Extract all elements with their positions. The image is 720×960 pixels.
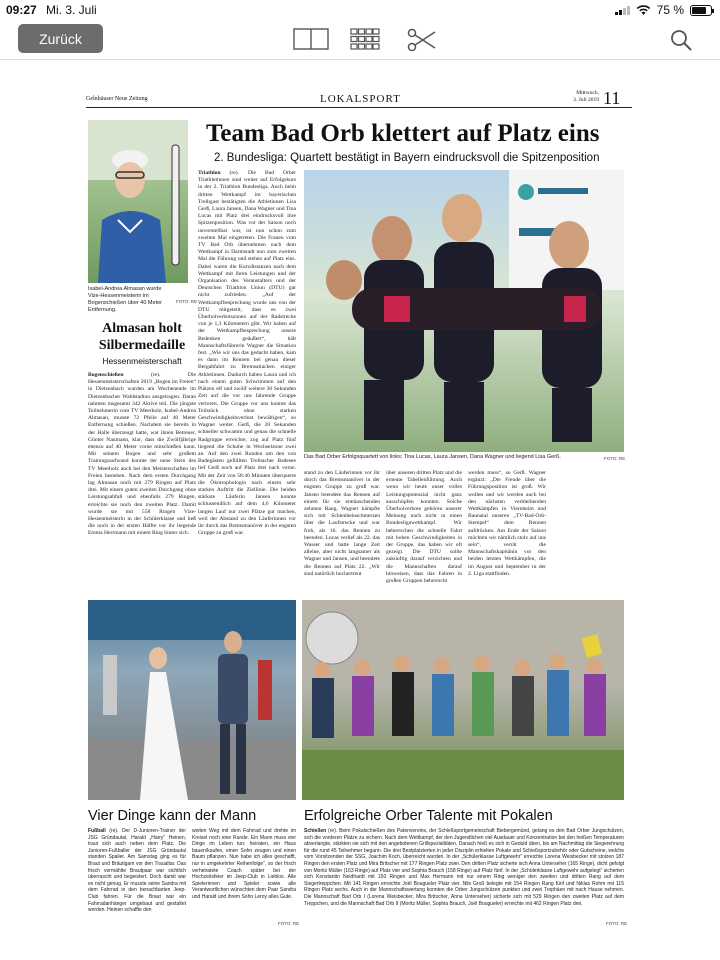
cellular-signal-icon bbox=[615, 5, 630, 15]
side-body bbox=[88, 372, 196, 634]
triathlon-photo-credit: FOTO: RE bbox=[604, 456, 626, 461]
shooting-headline: Erfolgreiche Orber Talente mit Pokalen bbox=[304, 808, 553, 824]
newspaper-page[interactable] bbox=[86, 88, 632, 928]
main-lead: Triathlon bbox=[198, 170, 221, 176]
scissors-icon[interactable] bbox=[407, 28, 443, 50]
page-header bbox=[86, 88, 632, 108]
status-date: Mi. 3. Juli bbox=[46, 3, 97, 17]
main-col1 bbox=[198, 170, 296, 548]
main-col3 bbox=[386, 470, 462, 585]
section-title: LOKALSPORT bbox=[320, 93, 401, 105]
shooting-team-photo bbox=[302, 600, 624, 800]
main-col4-text: werden muss“, so Gerß. Wagner ergänzt: „Die Freude über die Führungsposition ist groß. Wir wollen und wir werden auch bei den nächsten verbleibenden Wettkämpfen in Viernheim und Baunatal unseren „TV-Bad-Orb-Stempel“ dem Rennen aufdrücken. Am Ende der Saison möchten wir nämlich stolz auf uns sein“, verrät die Mannschaftskapitänin vor den beiden letzten Wettkämpfen, die im August und September in der 2. Liga stattfinden. bbox=[468, 470, 546, 577]
page-date bbox=[569, 90, 599, 104]
thumbnail-grid-icon[interactable] bbox=[350, 28, 386, 50]
triathlon-caption: Das Bad Orber Erfolgsquartett von links: Tina Lucas, Laura Jansen, Dana Wagner und liegend Lisa Gerß. bbox=[304, 454, 561, 460]
page-number: 11 bbox=[603, 88, 621, 108]
triathlon-team-photo bbox=[304, 170, 624, 452]
wedding-col2-text: weiten Weg mit dem Fahrrad und drehte im Kreisel noch eine Runde. Ein Mann muss vier Dinge im Leben tun: heiraten, ein Haus bauen/kaufen, einen Sohn zeugen und einen Baum pflanzen. Nun habe ich alles geschafft, nur in umgekehrter Reihenfolge“, so der frisch verheiratete Coach später bei der Hochzeitsfeier im Jeep-Club in Lieblos. Alle Spielerinnen und Spieler sowie alle Verantwortlichen wünschten dem Paar Sandra und Harald und ihrem Sohn Leroy alles Gute. bbox=[192, 828, 296, 900]
main-col2-text: stand zu den Läuferinnen vor ihr durch das Bremsmanöver in der engsten Gruppe zu groß war. Jansen beendete das Rennen auf einem für sie enttäuschenden zehnten Rang. Wagner kämpfte sich mit Schienbeinschmerzen über die Laufstrecke und war froh, als 16. das Rennen zu beenden. Lucas verlief als 22. das Wasser und hatte lange Zeit alleine, aber nicht langsamer als Wagner und Jansen, und beendete die Rennen auf Platz 22. „Wir sind natürlich hochertreut bbox=[304, 470, 380, 577]
main-headline: Team Bad Orb klettert auf Platz eins bbox=[206, 120, 600, 147]
archer-caption: Isabel-Andrea Almasan wurde Vize-Hessenmeisterin im Bogenschießen über 40 Meter Entfernung. bbox=[88, 286, 162, 313]
newspaper-name: Gelnhäuser Neue Zeitung bbox=[86, 96, 148, 102]
main-col3-text: über unseren dritten Platz und die erneute Tabellenführung. Auch wenn wir heute unser volles Leistungspotenzial nicht ganz ausschöpfen konnten. Solche Überholverbote gehören unserer Meinung nach nicht in einen Bundesligawettkampf. Wir beherrschen die schnelle Fahrt mit hohen Geschwindigkeiten in der Gruppe, das haben wir oft gezeigt. Die DTU sollte zukünftig darauf verzichten und die Mannschaften darauf hinweisen, dass das Fahren in großen Gruppen beherrscht bbox=[386, 470, 462, 585]
wedding-photo bbox=[88, 600, 296, 800]
shooting-photo-credit: FOTO: RE bbox=[606, 921, 628, 926]
double-page-icon[interactable] bbox=[293, 28, 329, 50]
wedding-photo-credit: FOTO: RE bbox=[278, 921, 300, 926]
battery-percent: 75 % bbox=[656, 3, 684, 17]
date-weekday: Mittwoch, bbox=[576, 90, 599, 96]
date-day: 3. Juli 2019 bbox=[573, 97, 599, 103]
shooting-lead: Schießen bbox=[304, 828, 327, 834]
main-col2 bbox=[304, 470, 380, 580]
back-button[interactable]: Zurück bbox=[18, 24, 103, 53]
archer-photo bbox=[88, 120, 188, 283]
search-icon[interactable] bbox=[670, 29, 692, 51]
side-subhead: Hessenmeisterschaft bbox=[102, 356, 182, 366]
wedding-col1-text: (re). Der D-Junioren-Trainer der JSG Gründautal, Harald „Harry“ Heinen, traut sich auch neben dem Platz. Die Junioren-Fußballer der JSG Gründautal standen Spalier. Am Samstag ging es für Braut und Bräutigam vor den Traualtar. Das frisch vermählte Brautpaar war sichtlich überrascht und begeistert. Doch damit war es nicht genug. Er musste seine Sandra mit dem Fahrrad in den benachbarten Jeep-Club fahren. Für die Braut war ein Fahrradanhänger umgebaut und gestaltet worden. Heinen schaffte den bbox=[88, 828, 186, 914]
main-col4 bbox=[468, 470, 546, 580]
wedding-lead: Fußball bbox=[88, 828, 106, 834]
side-headline: Almasan holt Silbermedaille bbox=[98, 321, 186, 353]
archer-photo-credit: FOTO: RE bbox=[176, 299, 198, 304]
wifi-icon bbox=[636, 5, 651, 16]
wedding-col2 bbox=[192, 828, 296, 928]
shooting-body bbox=[304, 828, 624, 924]
status-bar bbox=[0, 0, 720, 20]
status-time: 09:27 bbox=[6, 3, 37, 17]
status-indicators bbox=[615, 3, 712, 17]
battery-icon bbox=[690, 5, 712, 16]
main-col1-text: (re). Die Bad Orber Triathletinnen sind weiter auf Erfolgskurs in der 2. Triathlon Bundesliga. Auch beim dritten Wettkampf im bayerischen Treibgast bestätigten die Athletinnen Lisa Gerß, Laura Jansen, Dana Wagner und Tina Lucas mit Platz drei eindrucksvoll ihre Spitzenposition. Was vor der Saison noch unvorstellbar war, ist nun schon zum zweiten Mal eingetreten. Die Frauen vom TV Bad Orb übernehmen nach dem Wettkampf in Darmstadt nun zum zweiten Mal die Führung und stehen auf Platz eins. Dabei waren die Kurzdistanzen nach dem Wettkampf mit ihren Leistungen und der Organisation des Veranstalters und der Deutschen Triathlon Union (DTU) gar nicht zufrieden. „Auf der Wettkampfbesprechung wurde uns von der DTU mitgeteilt, dass es zwei Überholverbotszonen auf der Radstrecke von je 1,3 Kilometern gibt. Wir haben auf der Wettkampfbesprechung unsere Bedenken geäußert“, hält Mannschaftsführerin Wagner die Situation fest. „Wie wir uns das gedacht haben, kam es dann im Rennen bei genau dieser Bergabfahrt zu Bremsattacken einiger Athletinnen. Dadurch haben Laura und ich nach einem guten Schwimmen auf den Plätzen elf und zwölf weitere 30 Sekunden Zeit auf die vor uns fahrende Gruppe verloren. Die Gruppe vor uns konnte das Teilstück ohne starken Geschwindigkeitsverlust bewältigen“, so Wagner weiter. Gerß, die 20 Sekunden schneller schwamm und genau die schnelle Radgruppe erreichte, zog auf Platz fünf liegend die Schuhe in Wechselzone zwei an. Auf den zwei Runden um den von Badegästen gefüllten Treibacher Badesee lief Gerß noch auf Platz drei nach vorne. Mit der Zeit von 58:46 Minuten überquerte die Ökotrophologin nach einem sehr starken Auftritt die Ziellinie. Die beiden stärkste Läuferin Jansen konnte schlussendlich auf dem 4,6 Kilometer langen Lauf nur zwei Plätze gut machen, weil der Abstand zu den Läuferinnen vor ihr durch das Bremsmanöver in der engsten Gruppe zu groß war. bbox=[198, 170, 296, 537]
wedding-col1 bbox=[88, 828, 186, 928]
reader-toolbar bbox=[0, 20, 720, 60]
shooting-body-text: (re). Beim Pokalschießen des Patenvereins, der Schießsportgemeinschaft Biebergemünd, gelang es den Bad Orber Jungschützen, sich die vorderen Plätze zu sichern. Nach dem Wettkampf, der den Jugendlichen viel Ausdauer und Konzentration bei den heißen Temperaturen abverlangte, stärkten sie sich mit den angebotenen Grillspezialitäten. Danach hieß es sich in Geduld üben, bis am Nachmittag die Siegerehrung für die rund 45 Teilnehmer begann. Die drei Bestplatzierten in jeder Disziplin erhielten Pokale und Schießsportzubehör oder Gutscheine, welche vom Vorsitzenden der SSG, Joachim Koch, überreicht wurden. In der „Schülerklasse Luftgewehr“ erreichte Lorena Weisbecker mit stolzen 187 Ringen den ersten Platz und Mira Britscher mit 177 Ringen Platz zwei. Den dritten Platz sicherte sich Anna Unterseher (165 Ringe), dicht gefolgt von Moritz Müller (163 Ringe) auf Platz vier und Sophia Brauch (158 Ringe) auf Platz fünf. In der „Schülerklasse Luftgewehr aufgelegt“ sicherten sich Konstantin Neidhardt mit 150 Ringen und Max Hermann mit nur einem Ring weniger den zweiten und dritten Rang auf dem Siegertreppchen. Mit 141 Ringen erreichte Joël Bougueler Platz vier. Nils Groß belegte mit 154 Ringen Rang fünf und Niklas Rohm mit 115 Ringen Platz sechs. Auch in der Mannschaftswertung konnten die Orber Jungschützen punkten und zwei Trophäen mit nach Hause nehmen. Die Mannschaft Bad Orb I (Lorena Weisbecker, Mira Britscher, Anna Unterseher) sicherte sich mit 529 Ringen den zweiten Platz auf dem Treppchen, und die Mannschaft Bad Orb II (Moritz Müller, Sophia Brauch, Joël Bougueler) erreichte mit 462 Ringen Platz drei. bbox=[304, 828, 624, 907]
side-lead: Bogenschießen bbox=[88, 372, 124, 378]
view-mode-switcher bbox=[293, 28, 443, 50]
main-subhead: 2. Bundesliga: Quartett bestätigt in Bayern eindrucksvoll die Spitzenposition bbox=[214, 152, 600, 164]
wedding-headline: Vier Dinge kann der Mann bbox=[88, 808, 257, 824]
side-body-text: (re). Die Hessenmeisterschaften 2019 „Bogen im Freien“ in Dietzenbach wurden am Wochenende im Dietzenbacher Waldstadion ausgetragen. Daran nahmen insgesamt 342 Aktive teil. Die jüngste Teilnehmerin vom TV Meerholz, Isabel-Andrea Almasan, musste 72 Pfeile auf 40 Meter Entfernung schießen. Nachdem sie bereits in der Halle überzeugt hatte, war ihnen Betreuer, Günter Naumann, klar, dass die Zwölfjährige ebenso auf 40 Meter vorne mitschießen kann. Mit seinem Bogen und sehr großem Trainingsaufwand konnte der neue Stern des TV Meerholz auch bei den Meisterschaften im Freien bestehen. Nach dem ersten Durchgang lag Almasan noch mit 279 Ringen auf Platz drei. Mit einem guten zweiten Durchgang ohne Leistungsabfall und ebenfalls 279 Ringen, erreichte sie noch den zweiten Platz. Damit wurde sie mit 558 Ringen Vize-Hessenmeisterin in der Schülerklasse und ließ die noch in der ersten Hälfte vor ihr liegende Emma Herrmann mit einem Ring hinter sich. bbox=[88, 372, 196, 537]
